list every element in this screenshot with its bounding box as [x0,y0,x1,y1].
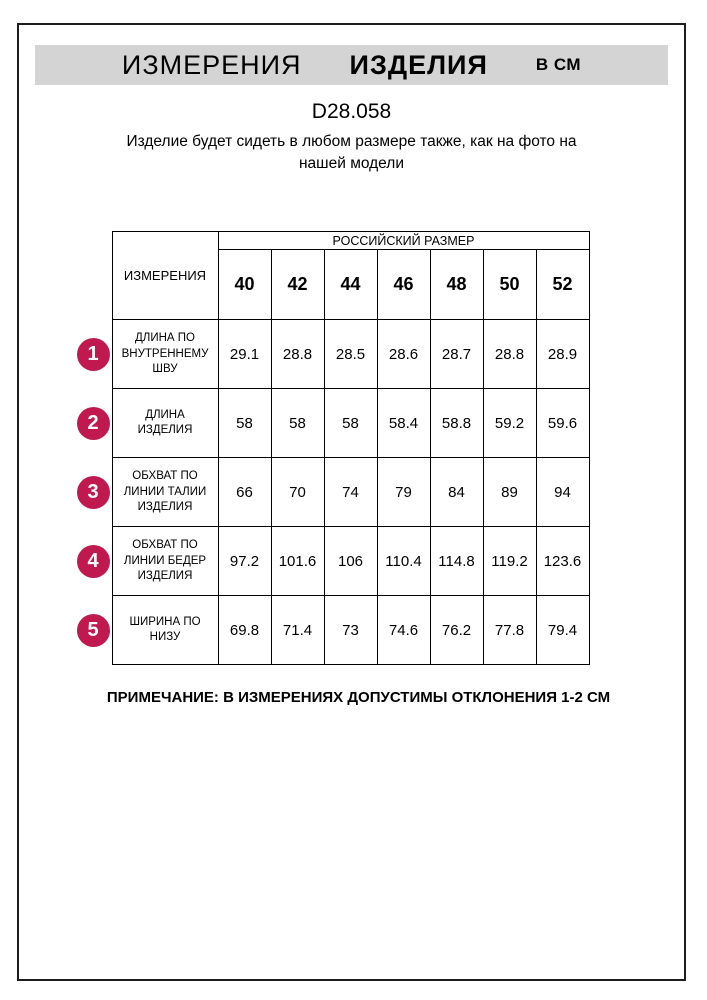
table-row [66,596,589,665]
measurement-value: 94 [536,458,589,527]
badge-spacer [66,232,112,320]
row-number-badge: 4 [77,545,110,578]
measurement-value: 28.6 [377,320,430,389]
measurement-value: 69.8 [218,596,271,665]
product-code: D28.058 [311,100,392,123]
measurement-value: 58 [324,389,377,458]
table-row [66,389,589,458]
title-measurements: ИЗМЕРЕНИЯ [121,49,302,80]
measurement-value: 28.8 [271,320,324,389]
russian-size-header: РОССИЙСКИЙ РАЗМЕР [218,232,589,250]
measurement-value: 114.8 [430,527,483,596]
measurement-value: 28.9 [536,320,589,389]
measurement-value: 74.6 [377,596,430,665]
measurement-value: 74 [324,458,377,527]
row-number-badge: 1 [77,338,110,371]
measurement-value: 29.1 [218,320,271,389]
measurement-value: 70 [271,458,324,527]
row-label: ОБХВАТ ПО ЛИНИИ ТАЛИИ ИЗДЕЛИЯ [112,458,218,527]
title-band [35,45,668,85]
measurement-value: 110.4 [377,527,430,596]
measurement-value: 28.7 [430,320,483,389]
table-group-header-row [66,232,589,250]
measurement-value: 79.4 [536,596,589,665]
row-label: ОБХВАТ ПО ЛИНИИ БЕДЕР ИЗДЕЛИЯ [112,527,218,596]
measurement-value: 58.8 [430,389,483,458]
size-table [66,231,590,665]
title-product-word: ИЗДЕЛИЯ [349,49,488,80]
measurement-value: 123.6 [536,527,589,596]
size-header: 48 [430,250,483,320]
tolerance-note: ПРИМЕЧАНИЕ: В ИЗМЕРЕНИЯХ ДОПУСТИМЫ ОТКЛОНЕНИЯ 1-2 СМ [106,689,611,707]
measurement-value: 77.8 [483,596,536,665]
size-header: 44 [324,250,377,320]
measurement-value: 71.4 [271,596,324,665]
measurement-value: 119.2 [483,527,536,596]
subtitle: Изделие будет сидеть в любом размере также, как на фото на нашей модели [126,133,577,172]
row-number-badge: 5 [77,614,110,647]
measurement-value: 58.4 [377,389,430,458]
measurement-value: 58 [271,389,324,458]
measurement-value: 76.2 [430,596,483,665]
row-number-badge: 2 [77,407,110,440]
measurement-value: 89 [483,458,536,527]
measurement-value: 97.2 [218,527,271,596]
measurement-value: 106 [324,527,377,596]
measurement-value: 59.2 [483,389,536,458]
row-number-badge: 3 [77,476,110,509]
title-unit: В СМ [535,55,582,74]
size-header: 42 [271,250,324,320]
page-frame [17,23,686,981]
measurements-column-header: ИЗМЕРЕНИЯ [112,232,218,320]
measurement-value: 79 [377,458,430,527]
table-row [66,527,589,596]
measurement-value: 101.6 [271,527,324,596]
measurement-value: 66 [218,458,271,527]
size-header: 50 [483,250,536,320]
measurement-value: 59.6 [536,389,589,458]
row-label: ШИРИНА ПО НИЗУ [112,596,218,665]
table-row [66,320,589,389]
measurement-value: 73 [324,596,377,665]
size-header: 52 [536,250,589,320]
size-header: 40 [218,250,271,320]
measurement-value: 58 [218,389,271,458]
table-row [66,458,589,527]
row-label: ДЛИНА ИЗДЕЛИЯ [112,389,218,458]
row-label: ДЛИНА ПО ВНУТРЕННЕМУ ШВУ [112,320,218,389]
measurement-value: 28.5 [324,320,377,389]
size-header: 46 [377,250,430,320]
measurement-value: 28.8 [483,320,536,389]
measurement-value: 84 [430,458,483,527]
